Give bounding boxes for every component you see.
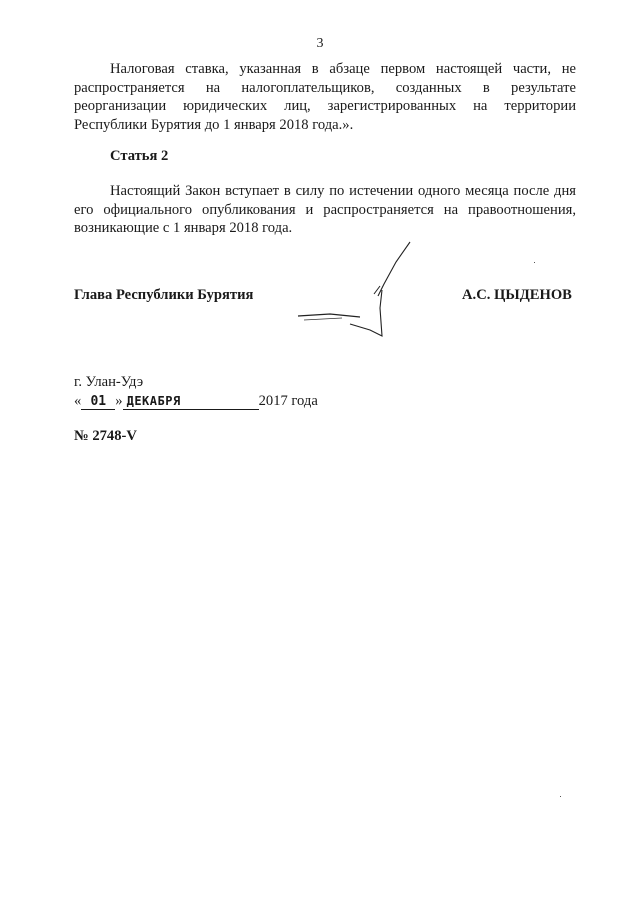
- date-day: 01: [81, 394, 115, 410]
- handwritten-signature: [290, 238, 420, 343]
- paragraph-effective-date-text: Настоящий Закон вступает в силу по истечении одного месяца после дня его официального опубликования и распространяется на правоотношения, возникающие с 1 января 2018 года.: [74, 183, 576, 236]
- place-of-signing: г. Улан-Удэ: [74, 374, 144, 390]
- scan-speck: [534, 262, 535, 263]
- date-month: [123, 394, 259, 410]
- date-open-quote: «: [74, 393, 82, 409]
- date-close-quote: »: [115, 393, 123, 409]
- scan-speck: [560, 796, 561, 797]
- law-number: № 2748-V: [74, 428, 137, 444]
- paragraph-tax-rate: [74, 60, 576, 134]
- signatory-name: А.С. ЦЫДЕНОВ: [462, 287, 572, 303]
- article-heading: Статья 2: [110, 148, 169, 164]
- paragraph-tax-rate-text: Налоговая ставка, указанная в абзаце первом настоящей части, не распространяется на налогоплательщиков, созданных в результате реорганизации юридических лиц, зарегистрированных на территории Республики Бурятия до 1 января 2018 года.».: [74, 61, 576, 133]
- signing-date: [74, 393, 318, 410]
- date-month-text: ДЕКАБРЯ: [126, 394, 181, 408]
- page-number: 3: [316, 36, 324, 51]
- date-year: 2017 года: [258, 393, 318, 409]
- signatory-title: Глава Республики Бурятия: [74, 287, 254, 303]
- paragraph-effective-date: [74, 182, 576, 238]
